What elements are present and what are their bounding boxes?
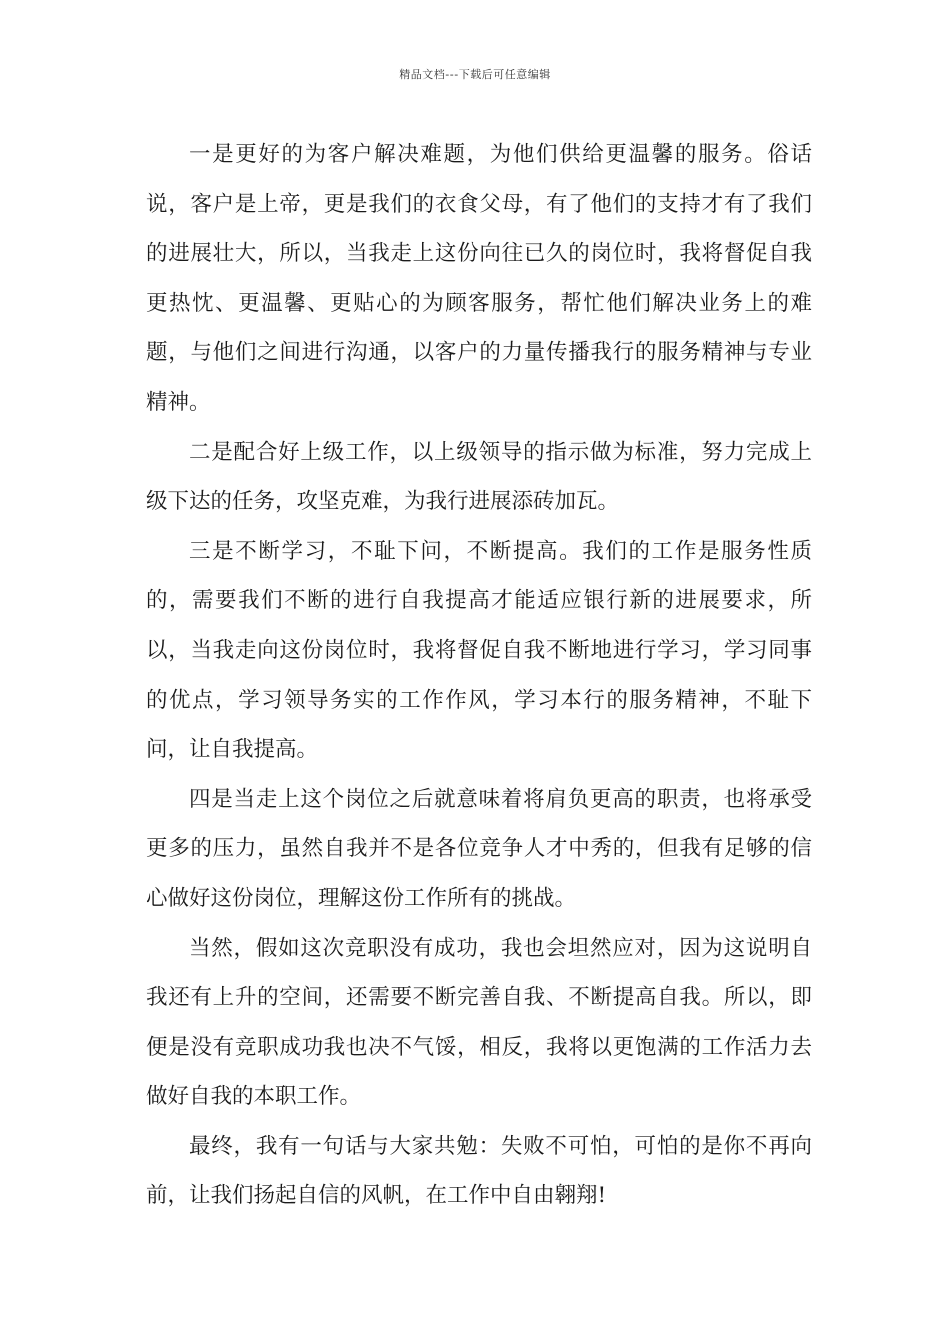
paragraph-4: 四是当走上这个岗位之后就意味着将肩负更高的职责，也将承受更多的压力，虽然自我并不是各位竞争人才中秀的，但我有足够的信心做好这份岗位，理解这份工作所有的挑战。 — [146, 786, 812, 911]
paragraph-3: 三是不断学习，不耻下问，不断提高。我们的工作是服务性质的，需要我们不断的进行自我提高才能适应银行新的进展要求，所以，当我走向这份岗位时，我将督促自我不断地进行学习，学习同事的优点，学习领导务实的工作作风，学习本行的服务精神，不耻下问，让自我提高。 — [146, 538, 812, 763]
paragraph-2: 二是配合好上级工作，以上级领导的指示做为标准，努力完成上级下达的任务，攻坚克难，为我行进展添砖加瓦。 — [146, 439, 812, 515]
document-body — [146, 130, 812, 1221]
page-header: 精品文档---下载后可任意编辑 — [399, 68, 551, 81]
paragraph-6: 最终，我有一句话与大家共勉：失败不可怕，可怕的是你不再向前，让我们扬起自信的风帆，在工作中自由翱翔! — [146, 1133, 812, 1209]
paragraph-5: 当然，假如这次竞职没有成功，我也会坦然应对，因为这说明自我还有上升的空间，还需要不断完善自我、不断提高自我。所以，即便是没有竞职成功我也决不气馁，相反，我将以更饱满的工作活力去做好自我的本职工作。 — [146, 935, 812, 1110]
paragraph-1: 一是更好的为客户解决难题，为他们供给更温馨的服务。俗话说，客户是上帝，更是我们的衣食父母，有了他们的支持才有了我们的进展壮大，所以，当我走上这份向往已久的岗位时，我将督促自我更热忱、更温馨、更贴心的为顾客服务，帮忙他们解决业务上的难题，与他们之间进行沟通，以客户的力量传播我行的服务精神与专业精神。 — [146, 142, 812, 415]
